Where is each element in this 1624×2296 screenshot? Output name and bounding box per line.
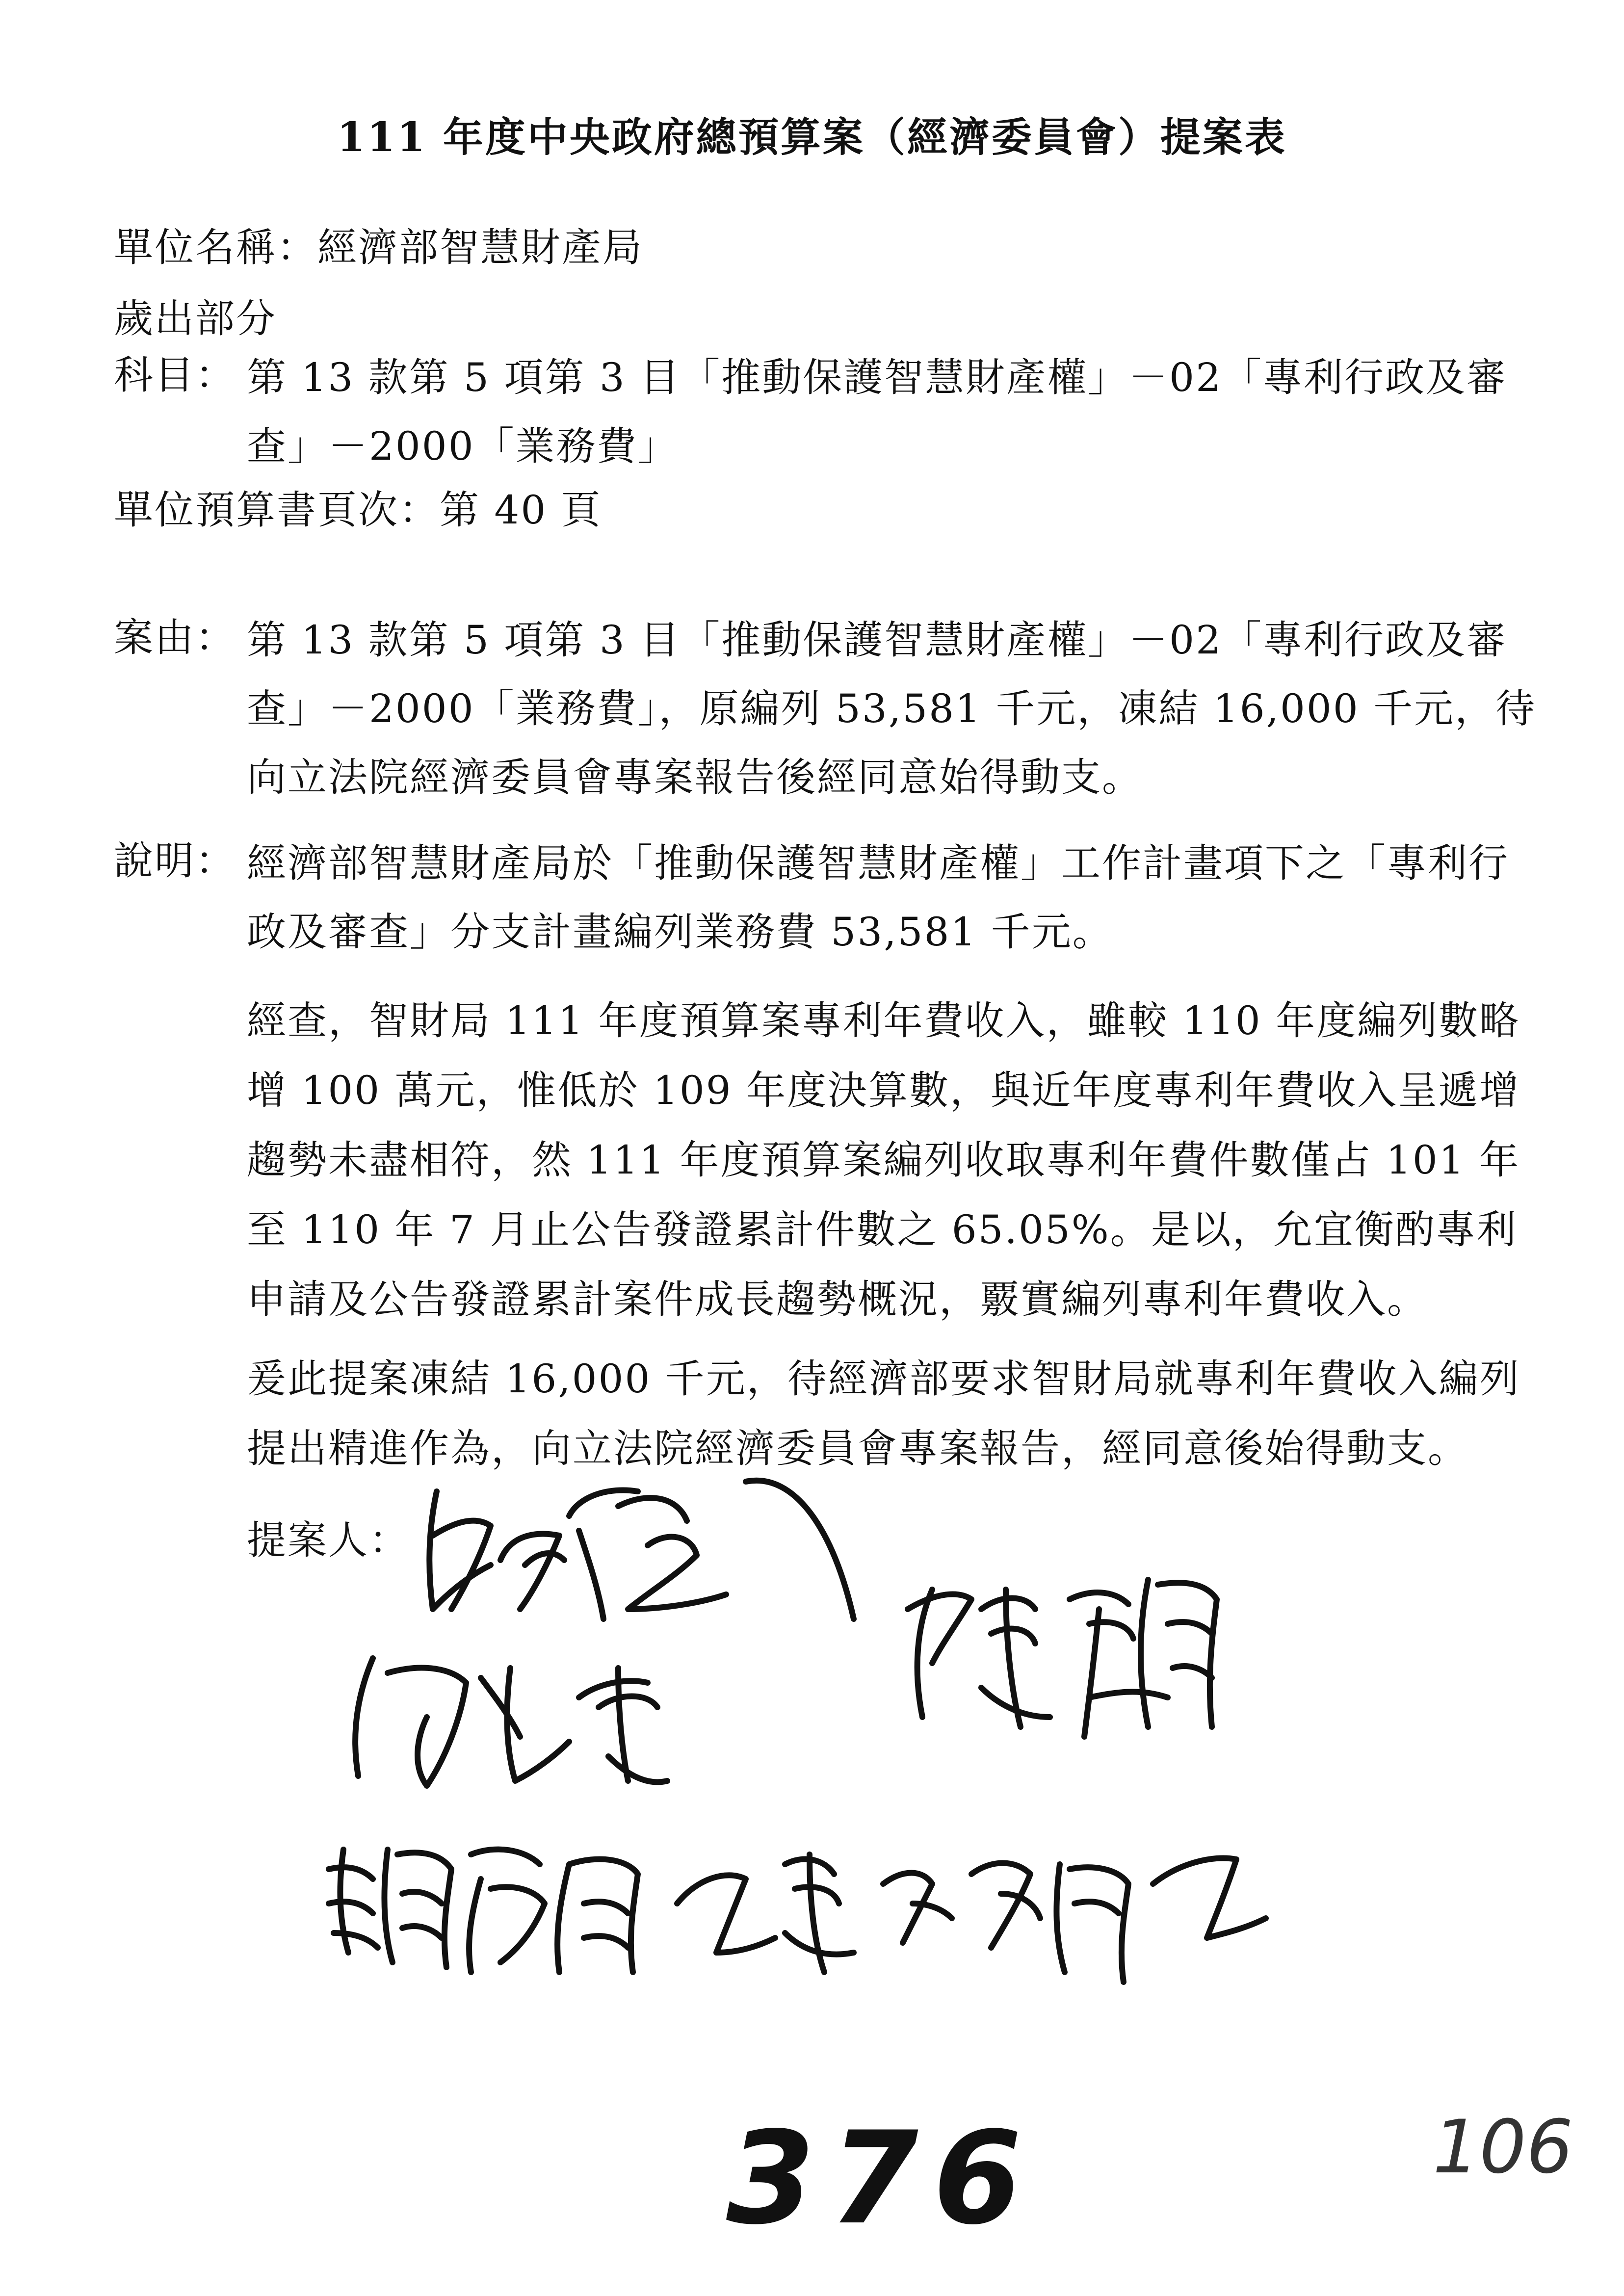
page-number: 376 [726, 2105, 1037, 2253]
explain-paragraph-3: 爰此提案凍結 16,000 千元，待經濟部要求智財局就專利年費收入編列提出精進作為，向立法院經濟委員會專案報告，經同意後始得動支。 [247, 1356, 1520, 1471]
explain-paragraph-2: 經查，智財局 111 年度預算案專利年費收入，雖較 110 年度編列數略增 100 萬元，惟低於 109 年度決算數，與近年度專利年費收入呈遞增趨勢未盡相符，然 111 年度預算案編列收取專利年費件數僅占 101 年至 110 年 7 月止公告發證累計件數之 65.05%。是以，允宜衡酌專利申請及公告發證累計案件成長趨勢概況，覈實編列專利年費收入。 [247, 998, 1520, 1322]
case-label: 案由： [114, 615, 236, 660]
section-line: 歲出部分 [114, 296, 277, 341]
unit-line: 單位名稱：經濟部智慧財產局 [114, 225, 643, 270]
subject-text: 第 13 款第 5 項第 3 目「推動保護智慧財產權」－02「專利行政及審查」－2000「業務費」 [247, 355, 1507, 469]
explain-label: 說明： [114, 838, 236, 884]
explain-text: 經濟部智慧財產局於「推動保護智慧財產權」工作計畫項下之「專利行政及審查」分支計畫編列業務費 53,581 千元。 [247, 840, 1509, 955]
page-ref-line: 單位預算書頁次：第 40 頁 [114, 487, 602, 533]
subject-label: 科目： [114, 352, 236, 398]
document-title: 111 年度中央政府總預算案（經濟委員會）提案表 [337, 114, 1287, 161]
proposer-label: 提案人： [247, 1517, 410, 1563]
side-number: 106 [1433, 2105, 1573, 2190]
case-text: 第 13 款第 5 項第 3 目「推動保護智慧財產權」－02「專利行政及審查」－2000「業務費」，原編列 53,581 千元，凍結 16,000 千元，待向立法院經濟委員會專案報告後經同意始得動支。 [247, 617, 1537, 800]
handwritten-signatures [304, 1462, 1335, 2002]
